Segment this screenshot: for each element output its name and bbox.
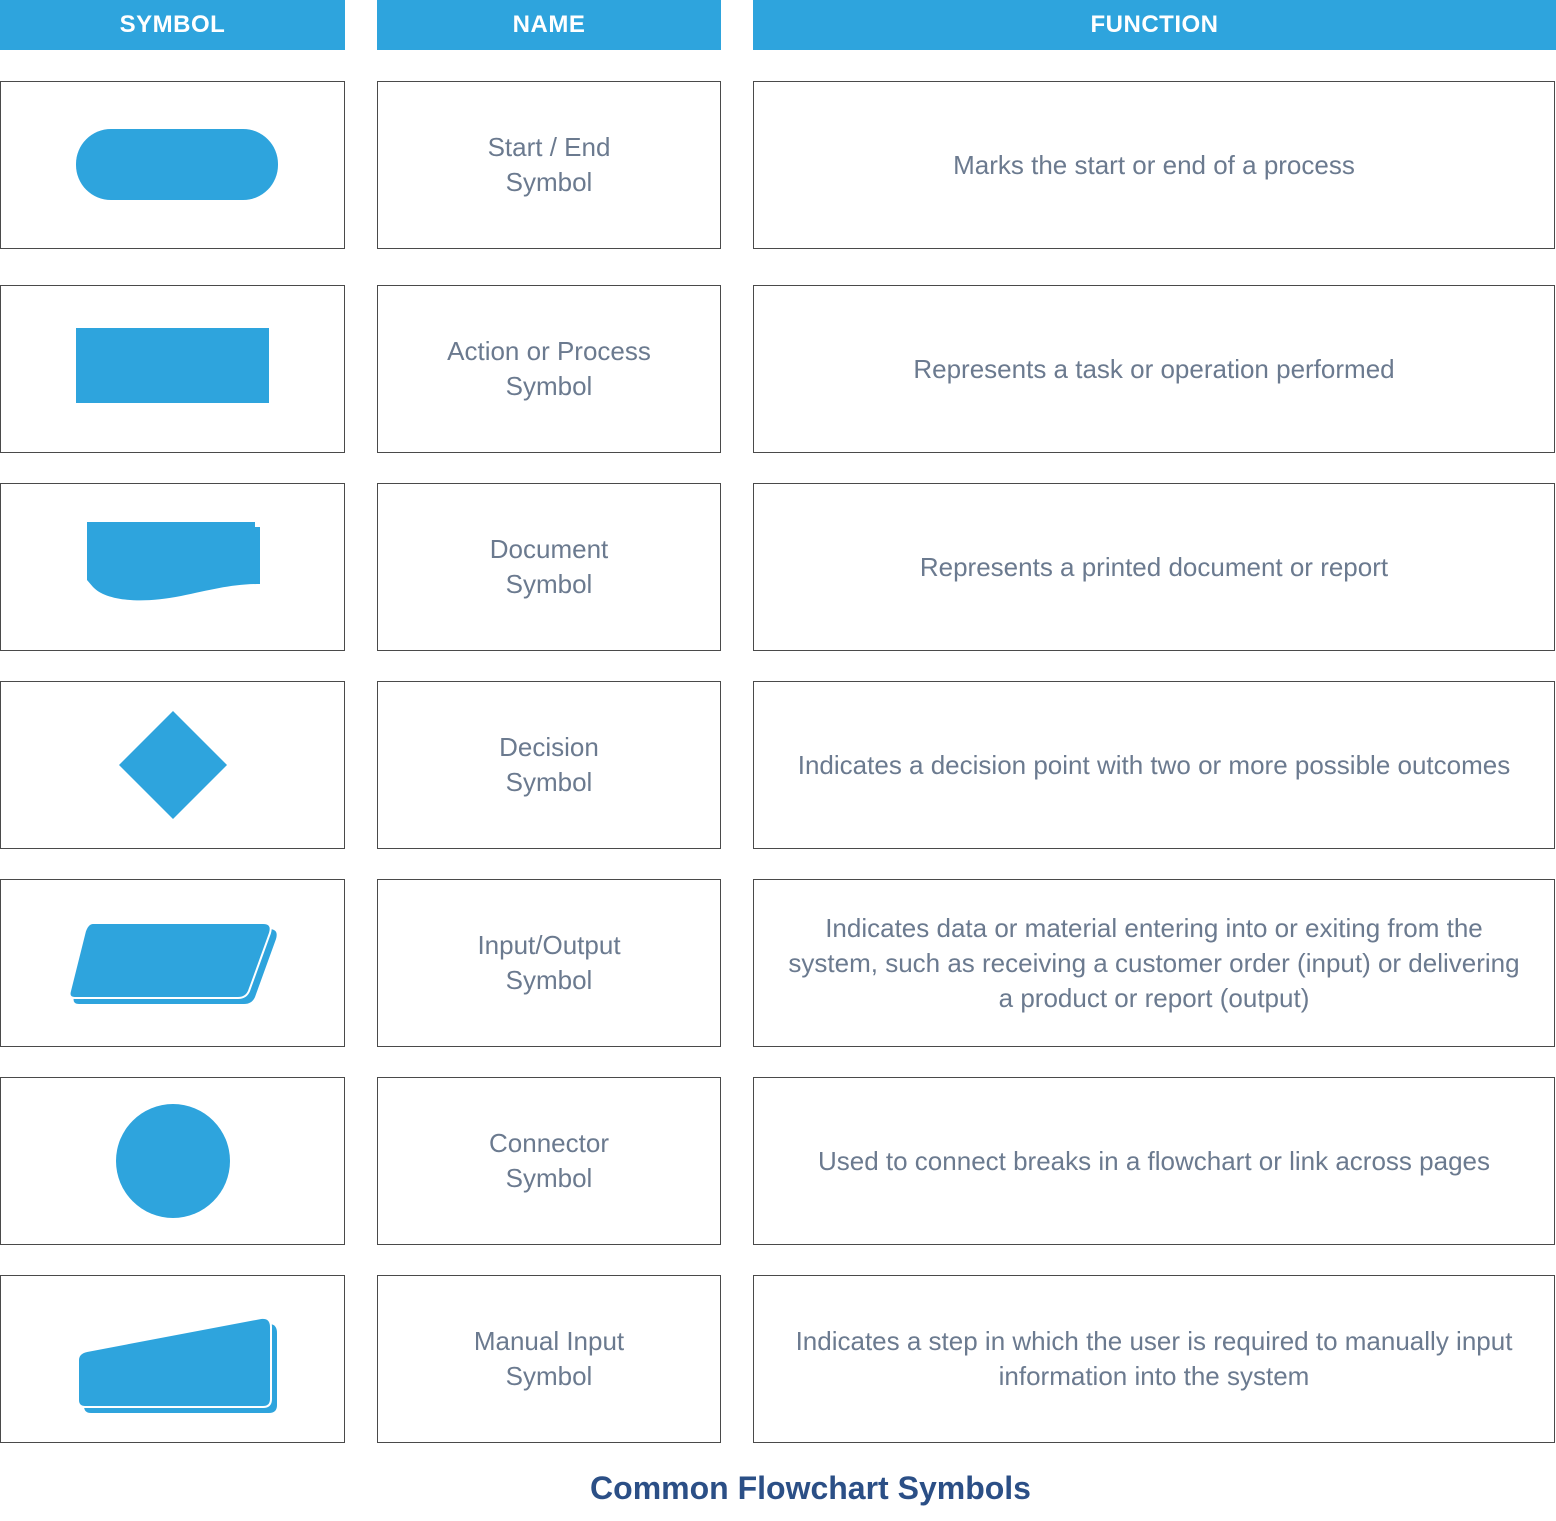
function-cell-process [753,285,1555,453]
process-rectangle-icon [1,285,344,453]
symbol-function: Indicates data or material entering into or exiting from the system, such as receiving a customer order (input) or delivering a product or report (output) [788,912,1520,1013]
function-cell-input-output [753,879,1555,1047]
symbol-cell-document [0,483,345,651]
function-cell-decision [753,681,1555,849]
symbol-name: Connector Symbol [489,1128,609,1193]
symbol-cell-decision [0,681,345,849]
function-cell-connector [753,1077,1555,1245]
symbol-cell-connector [0,1077,345,1245]
symbol-name: Decision Symbol [499,732,599,797]
header-symbol: SYMBOL [0,0,345,50]
symbol-name: Document Symbol [489,534,609,599]
name-cell-process [377,285,721,453]
symbol-name: Action or Process Symbol [447,336,651,401]
symbol-name: Manual Input Symbol [473,1326,625,1391]
symbol-cell-start-end [0,81,345,249]
symbol-function: Represents a printed document or report [919,551,1389,582]
name-cell-decision [377,681,721,849]
function-cell-start-end [753,81,1555,249]
document-shape-icon [1,483,344,651]
function-cell-manual-input [753,1275,1555,1443]
figure-caption: Common Flowchart Symbols [590,1470,1031,1506]
symbol-function: Represents a task or operation performed [913,353,1395,384]
symbol-function: Indicates a step in which the user is required to manually input information into the system [795,1326,1513,1391]
symbol-function: Used to connect breaks in a flowchart or link across pages [817,1145,1490,1176]
symbol-cell-process [0,285,345,453]
name-cell-start-end [377,81,721,249]
header-name: NAME [377,0,721,50]
name-cell-manual-input [377,1275,721,1443]
input-output-parallelogram-icon [1,879,344,1047]
header-function: FUNCTION [753,0,1556,50]
symbol-function: Marks the start or end of a process [953,149,1355,180]
manual-input-shape-icon [1,1275,344,1443]
connector-circle-icon [1,1077,344,1245]
symbol-cell-input-output [0,879,345,1047]
name-cell-document [377,483,721,651]
symbol-function: Indicates a decision point with two or more possible outcomes [797,749,1511,780]
name-cell-input-output [377,879,721,1047]
terminator-shape-icon [1,81,344,249]
decision-diamond-icon [1,681,344,849]
function-cell-document [753,483,1555,651]
symbol-cell-manual-input [0,1275,345,1443]
symbol-name: Start / End Symbol [487,132,611,197]
name-cell-connector [377,1077,721,1245]
symbol-name: Input/Output Symbol [477,930,621,995]
